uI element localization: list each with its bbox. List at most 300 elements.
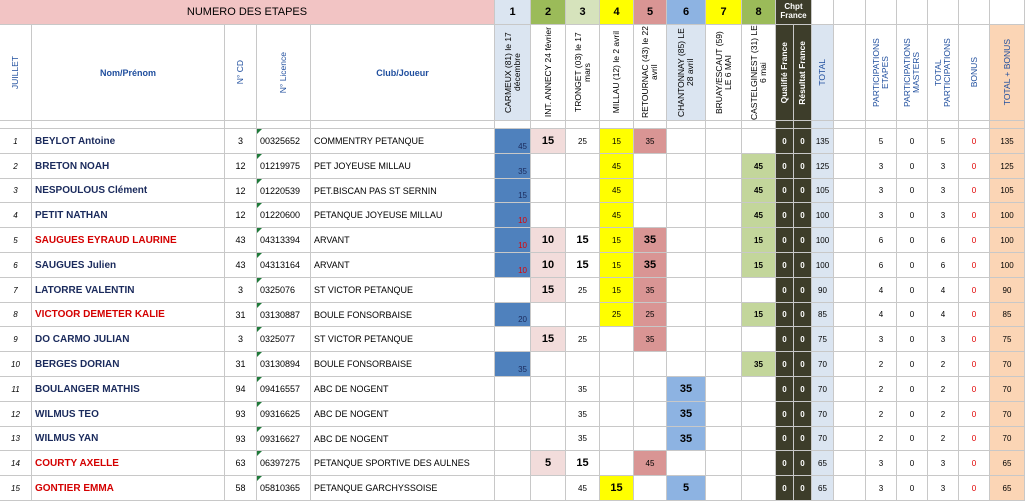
resultat-value[interactable]: 0: [794, 203, 812, 228]
stage-3-points[interactable]: 35: [566, 427, 600, 451]
part-etapes-header[interactable]: [866, 25, 897, 121]
stage-8-points[interactable]: [742, 451, 776, 476]
row-rank[interactable]: 15: [0, 476, 32, 501]
gap-cell[interactable]: [834, 203, 866, 228]
stage-7-points[interactable]: [706, 228, 742, 253]
total-part-value[interactable]: 6: [928, 253, 959, 278]
stage-4-points[interactable]: 15: [600, 228, 634, 253]
stage-2-points[interactable]: 5: [531, 451, 566, 476]
qualifie-value[interactable]: 0: [776, 377, 794, 402]
stage-7-points[interactable]: [706, 377, 742, 402]
header-blank-g1[interactable]: [834, 0, 866, 25]
row-name[interactable]: BEYLOT Antoine: [32, 129, 225, 154]
resultat-value[interactable]: 0: [794, 303, 812, 327]
total-bonus-value[interactable]: 100: [990, 253, 1025, 278]
spacer-s1[interactable]: [531, 121, 566, 129]
total-bonus-value[interactable]: 100: [990, 228, 1025, 253]
row-cd[interactable]: 12: [225, 179, 257, 203]
row-cd[interactable]: 93: [225, 402, 257, 427]
stage-2-points[interactable]: [531, 203, 566, 228]
spacer-s3[interactable]: [600, 121, 634, 129]
row-licence[interactable]: 01220600: [257, 203, 311, 228]
row-licence[interactable]: 0325077: [257, 327, 311, 352]
bonus-value[interactable]: 0: [959, 451, 990, 476]
spacer-tb[interactable]: [990, 121, 1025, 129]
stage-7-points[interactable]: [706, 253, 742, 278]
stage-6-points[interactable]: [667, 129, 706, 154]
stage-2-points[interactable]: 10: [531, 253, 566, 278]
bonus-value[interactable]: 0: [959, 303, 990, 327]
stage-8-points[interactable]: [742, 129, 776, 154]
spacer-pe[interactable]: [866, 121, 897, 129]
total-bonus-value[interactable]: 85: [990, 303, 1025, 327]
stage-8-points[interactable]: [742, 377, 776, 402]
row-cd[interactable]: 3: [225, 327, 257, 352]
part-etapes-value[interactable]: 3: [866, 451, 897, 476]
total-part-value[interactable]: 4: [928, 278, 959, 303]
row-name[interactable]: LATORRE VALENTIN: [32, 278, 225, 303]
bonus-value[interactable]: 0: [959, 402, 990, 427]
total-bonus-value[interactable]: 135: [990, 129, 1025, 154]
stage-3-points[interactable]: 45: [566, 476, 600, 501]
stage-3-points[interactable]: 25: [566, 278, 600, 303]
qualifie-value[interactable]: 0: [776, 352, 794, 377]
row-rank[interactable]: 5: [0, 228, 32, 253]
gap-cell[interactable]: [834, 352, 866, 377]
row-club[interactable]: ARVANT: [311, 253, 495, 278]
stage-6-points[interactable]: [667, 253, 706, 278]
stage-4-points[interactable]: 45: [600, 179, 634, 203]
bonus-value[interactable]: 0: [959, 253, 990, 278]
stage-4-points[interactable]: [600, 327, 634, 352]
stage-8-points[interactable]: [742, 402, 776, 427]
part-etapes-value[interactable]: 5: [866, 129, 897, 154]
row-name[interactable]: DO CARMO JULIAN: [32, 327, 225, 352]
stage-7-points[interactable]: [706, 427, 742, 451]
stage-1-points[interactable]: 35: [495, 352, 531, 377]
gap-cell[interactable]: [834, 154, 866, 179]
total-part-value[interactable]: 2: [928, 352, 959, 377]
stage-header-8[interactable]: [742, 25, 776, 121]
part-masters-value[interactable]: 0: [897, 451, 928, 476]
total-part-value[interactable]: 2: [928, 427, 959, 451]
spacer-r[interactable]: [794, 121, 812, 129]
stage-3-points[interactable]: 15: [566, 451, 600, 476]
stage-4-points[interactable]: 15: [600, 129, 634, 154]
part-masters-value[interactable]: 0: [897, 303, 928, 327]
stage-5-points[interactable]: [634, 203, 667, 228]
row-club[interactable]: ARVANT: [311, 228, 495, 253]
qualifie-value[interactable]: 0: [776, 203, 794, 228]
row-name[interactable]: NESPOULOUS Clément: [32, 179, 225, 203]
row-rank[interactable]: 7: [0, 278, 32, 303]
spacer-bo[interactable]: [959, 121, 990, 129]
bonus-value[interactable]: 0: [959, 377, 990, 402]
stage-8-points[interactable]: 45: [742, 179, 776, 203]
row-name[interactable]: BERGES DORIAN: [32, 352, 225, 377]
part-etapes-value[interactable]: 6: [866, 228, 897, 253]
total-value[interactable]: 85: [812, 303, 834, 327]
total-value[interactable]: 70: [812, 352, 834, 377]
stage-8-points[interactable]: [742, 476, 776, 501]
row-rank[interactable]: 13: [0, 427, 32, 451]
col-name-header[interactable]: Nom/Prénom: [32, 25, 225, 121]
part-etapes-value[interactable]: 3: [866, 476, 897, 501]
stage-5-points[interactable]: [634, 352, 667, 377]
row-rank[interactable]: 3: [0, 179, 32, 203]
row-licence[interactable]: 09416557: [257, 377, 311, 402]
row-rank[interactable]: 6: [0, 253, 32, 278]
stage-5-points[interactable]: [634, 476, 667, 501]
resultat-value[interactable]: 0: [794, 377, 812, 402]
total-bonus-value[interactable]: 70: [990, 377, 1025, 402]
stage-2-points[interactable]: 15: [531, 129, 566, 154]
header-blank-tb[interactable]: [990, 0, 1025, 25]
stage-5-points[interactable]: 35: [634, 327, 667, 352]
row-rank[interactable]: 9: [0, 327, 32, 352]
total-header[interactable]: [812, 25, 834, 121]
stage-6-points[interactable]: [667, 179, 706, 203]
row-rank[interactable]: 4: [0, 203, 32, 228]
row-club[interactable]: PET JOYEUSE MILLAU: [311, 154, 495, 179]
stage-1-points[interactable]: 10: [495, 253, 531, 278]
spacer-s0[interactable]: [495, 121, 531, 129]
bonus-value[interactable]: 0: [959, 352, 990, 377]
stage-6-points[interactable]: 35: [667, 402, 706, 427]
row-name[interactable]: PETIT NATHAN: [32, 203, 225, 228]
spacer-s2[interactable]: [566, 121, 600, 129]
total-value[interactable]: 75: [812, 327, 834, 352]
qualifie-value[interactable]: 0: [776, 129, 794, 154]
stage-number-5[interactable]: 5: [634, 0, 667, 25]
stage-8-points[interactable]: 45: [742, 154, 776, 179]
bonus-header[interactable]: [959, 25, 990, 121]
row-licence[interactable]: 03130894: [257, 352, 311, 377]
total-bonus-value[interactable]: 100: [990, 203, 1025, 228]
stage-5-points[interactable]: 35: [634, 129, 667, 154]
resultat-value[interactable]: 0: [794, 451, 812, 476]
stage-2-points[interactable]: [531, 154, 566, 179]
total-value[interactable]: 100: [812, 253, 834, 278]
stage-7-points[interactable]: [706, 154, 742, 179]
stage-5-points[interactable]: [634, 154, 667, 179]
stage-4-points[interactable]: 15: [600, 278, 634, 303]
total-part-value[interactable]: 5: [928, 129, 959, 154]
part-etapes-value[interactable]: 4: [866, 303, 897, 327]
row-club[interactable]: COMMENTRY PETANQUE: [311, 129, 495, 154]
total-value[interactable]: 70: [812, 402, 834, 427]
spacer-lic[interactable]: [257, 121, 311, 129]
stage-4-points[interactable]: 45: [600, 154, 634, 179]
stage-5-points[interactable]: [634, 377, 667, 402]
row-cd[interactable]: 43: [225, 253, 257, 278]
row-licence[interactable]: 09316627: [257, 427, 311, 451]
stage-4-points[interactable]: 15: [600, 476, 634, 501]
bonus-value[interactable]: 0: [959, 278, 990, 303]
stage-7-points[interactable]: [706, 203, 742, 228]
row-club[interactable]: ABC DE NOGENT: [311, 402, 495, 427]
stage-7-points[interactable]: [706, 402, 742, 427]
bonus-value[interactable]: 0: [959, 327, 990, 352]
stage-4-points[interactable]: 15: [600, 253, 634, 278]
row-licence[interactable]: 01220539: [257, 179, 311, 203]
part-etapes-value[interactable]: 2: [866, 352, 897, 377]
stage-3-points[interactable]: [566, 303, 600, 327]
stage-7-points[interactable]: [706, 327, 742, 352]
stage-6-points[interactable]: 35: [667, 377, 706, 402]
part-masters-value[interactable]: 0: [897, 377, 928, 402]
stage-1-points[interactable]: 15: [495, 179, 531, 203]
stage-3-points[interactable]: [566, 203, 600, 228]
bonus-value[interactable]: 0: [959, 179, 990, 203]
row-licence[interactable]: 09316625: [257, 402, 311, 427]
row-cd[interactable]: 63: [225, 451, 257, 476]
stage-4-points[interactable]: [600, 451, 634, 476]
qualifie-value[interactable]: 0: [776, 228, 794, 253]
stage-2-points[interactable]: 10: [531, 228, 566, 253]
part-masters-value[interactable]: 0: [897, 427, 928, 451]
gap-cell[interactable]: [834, 253, 866, 278]
part-etapes-value[interactable]: 2: [866, 427, 897, 451]
part-masters-value[interactable]: 0: [897, 476, 928, 501]
resultat-value[interactable]: 0: [794, 253, 812, 278]
row-cd[interactable]: 43: [225, 228, 257, 253]
spacer-tp[interactable]: [928, 121, 959, 129]
part-etapes-value[interactable]: 2: [866, 402, 897, 427]
bonus-value[interactable]: 0: [959, 203, 990, 228]
row-club[interactable]: ABC DE NOGENT: [311, 377, 495, 402]
row-licence[interactable]: 0325076: [257, 278, 311, 303]
gap-cell[interactable]: [834, 377, 866, 402]
spacer-s5[interactable]: [667, 121, 706, 129]
row-cd[interactable]: 12: [225, 154, 257, 179]
total-part-value[interactable]: 4: [928, 303, 959, 327]
stage-5-points[interactable]: 35: [634, 228, 667, 253]
gap-cell[interactable]: [834, 476, 866, 501]
stage-7-points[interactable]: [706, 352, 742, 377]
spacer-cd[interactable]: [225, 121, 257, 129]
spacer-q[interactable]: [776, 121, 794, 129]
row-name[interactable]: WILMUS TEO: [32, 402, 225, 427]
total-bonus-value[interactable]: 75: [990, 327, 1025, 352]
resultat-value[interactable]: 0: [794, 278, 812, 303]
stage-5-points[interactable]: [634, 402, 667, 427]
resultat-value[interactable]: 0: [794, 476, 812, 501]
row-club[interactable]: ST VICTOR PETANQUE: [311, 278, 495, 303]
stage-number-1[interactable]: 1: [495, 0, 531, 25]
stage-8-points[interactable]: 15: [742, 303, 776, 327]
total-part-value[interactable]: 3: [928, 327, 959, 352]
total-bonus-header[interactable]: [990, 25, 1025, 121]
stage-7-points[interactable]: [706, 476, 742, 501]
part-masters-value[interactable]: 0: [897, 129, 928, 154]
stage-7-points[interactable]: [706, 129, 742, 154]
stage-8-points[interactable]: [742, 278, 776, 303]
part-masters-value[interactable]: 0: [897, 327, 928, 352]
stage-1-points[interactable]: [495, 476, 531, 501]
qualifie-value[interactable]: 0: [776, 402, 794, 427]
stage-1-points[interactable]: [495, 377, 531, 402]
stage-1-points[interactable]: 10: [495, 203, 531, 228]
total-bonus-value[interactable]: 65: [990, 476, 1025, 501]
part-etapes-value[interactable]: 3: [866, 154, 897, 179]
gap-cell[interactable]: [834, 129, 866, 154]
total-value[interactable]: 90: [812, 278, 834, 303]
stage-4-points[interactable]: 25: [600, 303, 634, 327]
bonus-value[interactable]: 0: [959, 154, 990, 179]
total-value[interactable]: 65: [812, 476, 834, 501]
row-club[interactable]: ST VICTOR PETANQUE: [311, 327, 495, 352]
gap-cell[interactable]: [834, 278, 866, 303]
stage-2-points[interactable]: 15: [531, 278, 566, 303]
stage-1-points[interactable]: [495, 327, 531, 352]
stage-8-points[interactable]: [742, 427, 776, 451]
spacer-club[interactable]: [311, 121, 495, 129]
row-name[interactable]: BRETON NOAH: [32, 154, 225, 179]
qualifie-header[interactable]: [776, 25, 794, 121]
stage-5-points[interactable]: [634, 179, 667, 203]
stage-2-points[interactable]: [531, 402, 566, 427]
qualifie-value[interactable]: 0: [776, 303, 794, 327]
spacer-tot[interactable]: [812, 121, 834, 129]
row-club[interactable]: PETANQUE JOYEUSE MILLAU: [311, 203, 495, 228]
stage-2-points[interactable]: [531, 427, 566, 451]
row-cd[interactable]: 3: [225, 278, 257, 303]
qualifie-value[interactable]: 0: [776, 476, 794, 501]
resultat-value[interactable]: 0: [794, 129, 812, 154]
total-part-value[interactable]: 6: [928, 228, 959, 253]
row-licence[interactable]: 03130887: [257, 303, 311, 327]
part-etapes-value[interactable]: 3: [866, 203, 897, 228]
header-blank-pm[interactable]: [897, 0, 928, 25]
stage-number-4[interactable]: 4: [600, 0, 634, 25]
row-licence[interactable]: 01219975: [257, 154, 311, 179]
stage-4-points[interactable]: [600, 427, 634, 451]
row-club[interactable]: ABC DE NOGENT: [311, 427, 495, 451]
stage-1-points[interactable]: 35: [495, 154, 531, 179]
row-rank[interactable]: 10: [0, 352, 32, 377]
spacer-s7[interactable]: [742, 121, 776, 129]
gap-cell[interactable]: [834, 303, 866, 327]
bonus-value[interactable]: 0: [959, 228, 990, 253]
part-masters-value[interactable]: 0: [897, 179, 928, 203]
row-rank[interactable]: 12: [0, 402, 32, 427]
stage-8-points[interactable]: 45: [742, 203, 776, 228]
stage-number-6[interactable]: 6: [667, 0, 706, 25]
stage-6-points[interactable]: [667, 303, 706, 327]
stage-1-points[interactable]: 10: [495, 228, 531, 253]
part-etapes-value[interactable]: 6: [866, 253, 897, 278]
stage-number-2[interactable]: 2: [531, 0, 566, 25]
row-licence[interactable]: 00325652: [257, 129, 311, 154]
stage-6-points[interactable]: [667, 451, 706, 476]
total-value[interactable]: 70: [812, 377, 834, 402]
stage-3-points[interactable]: 25: [566, 327, 600, 352]
total-part-value[interactable]: 2: [928, 377, 959, 402]
part-etapes-value[interactable]: 3: [866, 179, 897, 203]
part-masters-header[interactable]: [897, 25, 928, 121]
resultat-header[interactable]: [794, 25, 812, 121]
part-masters-value[interactable]: 0: [897, 278, 928, 303]
stage-6-points[interactable]: [667, 203, 706, 228]
header-blank-tp[interactable]: [928, 0, 959, 25]
stage-5-points[interactable]: 45: [634, 451, 667, 476]
spacer-s6[interactable]: [706, 121, 742, 129]
stage-6-points[interactable]: [667, 352, 706, 377]
bonus-value[interactable]: 0: [959, 427, 990, 451]
stage-header-2[interactable]: [531, 25, 566, 121]
total-value[interactable]: 100: [812, 203, 834, 228]
part-masters-value[interactable]: 0: [897, 154, 928, 179]
gap-cell[interactable]: [834, 327, 866, 352]
stage-8-points[interactable]: 35: [742, 352, 776, 377]
resultat-value[interactable]: 0: [794, 427, 812, 451]
total-part-value[interactable]: 3: [928, 451, 959, 476]
stage-4-points[interactable]: [600, 402, 634, 427]
total-bonus-value[interactable]: 65: [990, 451, 1025, 476]
stage-8-points[interactable]: [742, 327, 776, 352]
stage-4-points[interactable]: [600, 352, 634, 377]
stage-5-points[interactable]: 35: [634, 253, 667, 278]
row-rank[interactable]: 14: [0, 451, 32, 476]
stage-3-points[interactable]: 15: [566, 253, 600, 278]
total-bonus-value[interactable]: 70: [990, 352, 1025, 377]
part-masters-value[interactable]: 0: [897, 402, 928, 427]
stage-4-points[interactable]: [600, 377, 634, 402]
stage-6-points[interactable]: [667, 327, 706, 352]
stage-header-5[interactable]: [634, 25, 667, 121]
stage-5-points[interactable]: [634, 427, 667, 451]
total-part-value[interactable]: 3: [928, 179, 959, 203]
row-licence[interactable]: 05810365: [257, 476, 311, 501]
stage-8-points[interactable]: 15: [742, 228, 776, 253]
qualifie-value[interactable]: 0: [776, 253, 794, 278]
stage-2-points[interactable]: [531, 476, 566, 501]
stage-1-points[interactable]: [495, 278, 531, 303]
spacer-g1[interactable]: [834, 121, 866, 129]
stage-6-points[interactable]: [667, 154, 706, 179]
row-club[interactable]: BOULE FONSORBAISE: [311, 352, 495, 377]
stage-6-points[interactable]: 35: [667, 427, 706, 451]
stage-2-points[interactable]: [531, 303, 566, 327]
row-rank[interactable]: 1: [0, 129, 32, 154]
total-part-value[interactable]: 3: [928, 154, 959, 179]
stage-number-8[interactable]: 8: [742, 0, 776, 25]
stage-3-points[interactable]: 35: [566, 402, 600, 427]
spacer-name[interactable]: [32, 121, 225, 129]
stage-3-points[interactable]: 25: [566, 129, 600, 154]
total-value[interactable]: 135: [812, 129, 834, 154]
stage-header-4[interactable]: [600, 25, 634, 121]
col-club-header[interactable]: Club/Joueur: [311, 25, 495, 121]
resultat-value[interactable]: 0: [794, 402, 812, 427]
qualifie-value[interactable]: 0: [776, 427, 794, 451]
stage-2-points[interactable]: [531, 377, 566, 402]
stage-3-points[interactable]: 35: [566, 377, 600, 402]
total-part-value[interactable]: 2: [928, 402, 959, 427]
row-rank[interactable]: 2: [0, 154, 32, 179]
stage-1-points[interactable]: [495, 451, 531, 476]
part-etapes-value[interactable]: 2: [866, 377, 897, 402]
stage-number-7[interactable]: 7: [706, 0, 742, 25]
header-blank-tot[interactable]: [812, 0, 834, 25]
spacer-pm[interactable]: [897, 121, 928, 129]
stage-7-points[interactable]: [706, 303, 742, 327]
header-blank-pe[interactable]: [866, 0, 897, 25]
stage-5-points[interactable]: 35: [634, 278, 667, 303]
stage-header-6[interactable]: [667, 25, 706, 121]
stage-8-points[interactable]: 15: [742, 253, 776, 278]
